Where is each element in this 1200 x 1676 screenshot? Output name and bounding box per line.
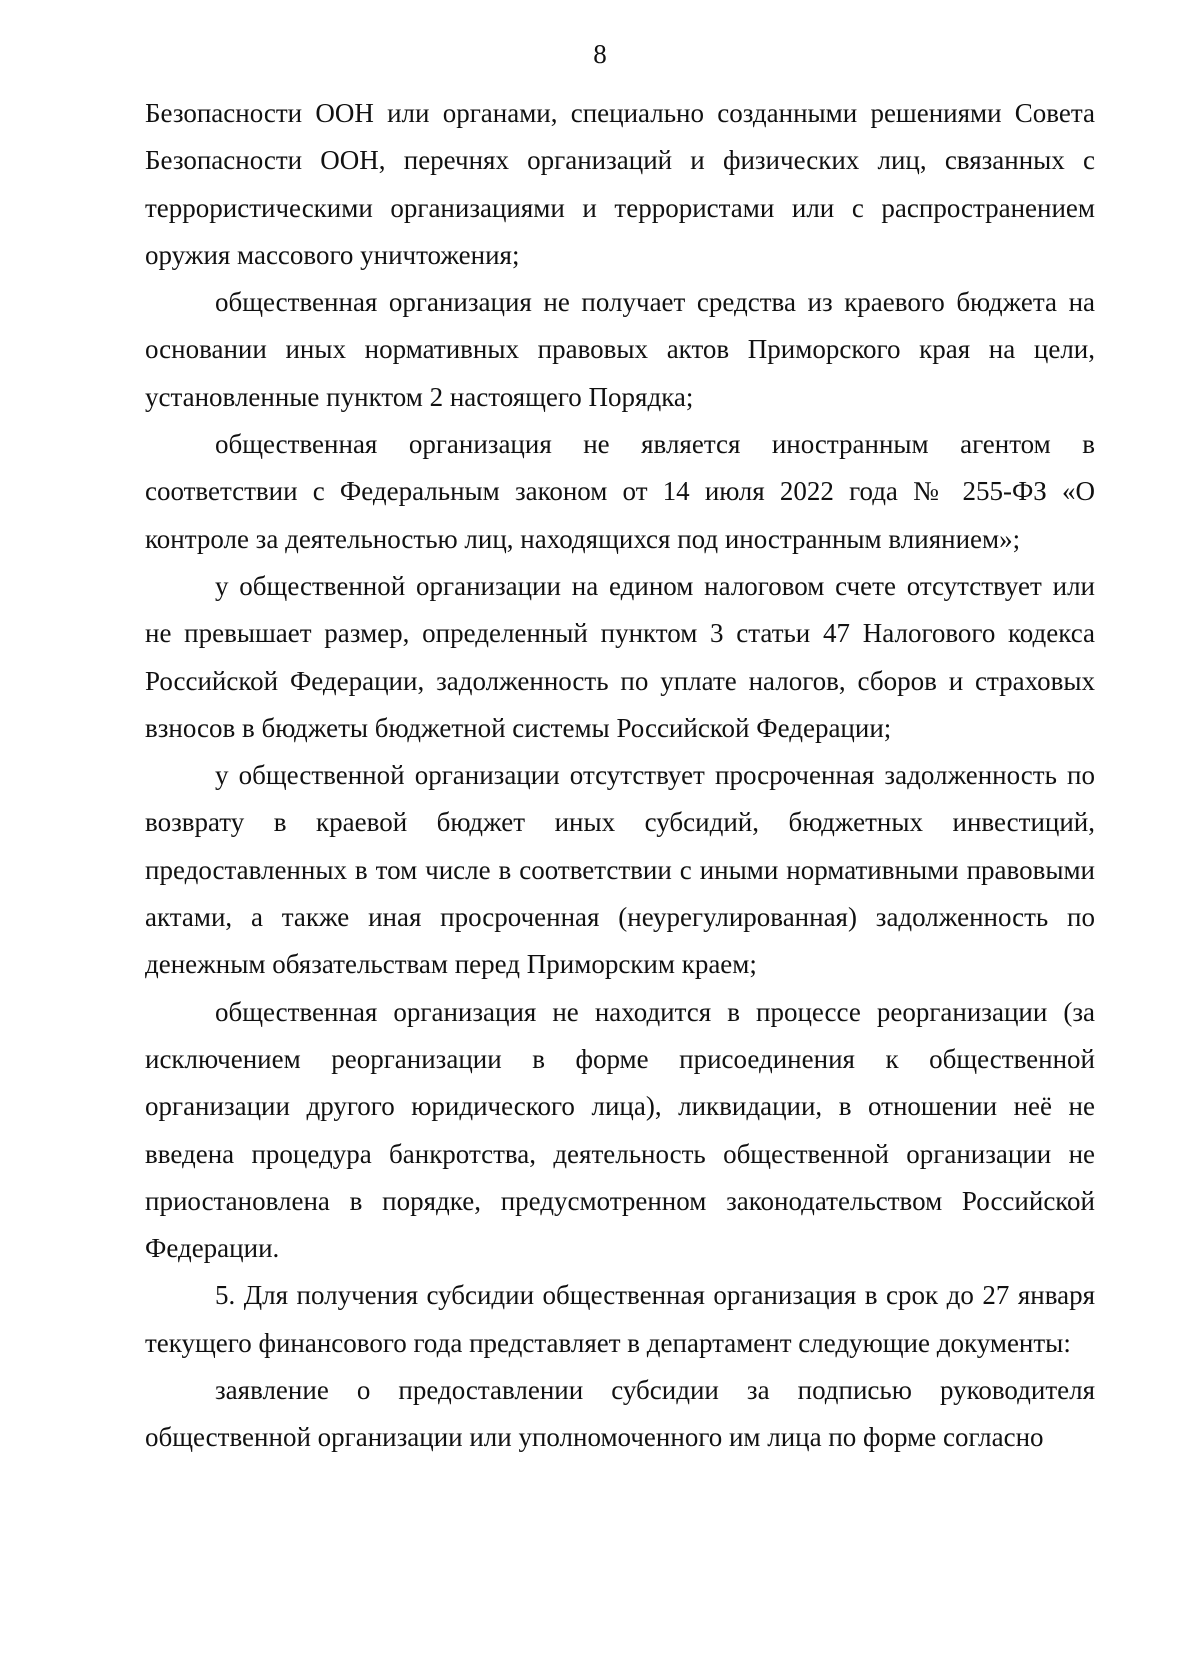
paragraph-application: заявление о предоставлении субсидии за подписью руководителя общественной организации или уполномоченного им лица по форме согласно [145,1375,1095,1453]
paragraph-continuation: Безопасности ООН или органами, специально созданными решениями Совета Безопасности ООН, перечнях организаций и физических лиц, связанных с террористическими организациями и террористами или с распространением оружия массового уничтожения; [145,98,1095,270]
paragraph-not-foreign-agent: общественная организация не является иностранным агентом в соответствии с Федеральным законом от 14 июля 2022 года № 255-ФЗ «О контроле за деятельностью лиц, находящихся под иностранным влиянием»; [145,429,1095,554]
paragraph-reorganization: общественная организация не находится в процессе реорганизации (за исключением реорганизации в форме присоединения к общественной организации другого юридического лица), ликвидации, в отношении неё не введена процедура банкротства, деятельность общественной организации не приостановлена в порядке, предусмотренном законодательством Российской Федерации. [145,996,1095,1264]
paragraph-item-5: 5. Для получения субсидии общественная организация в срок до 27 января текущего финансового года представляет в департамент следующие документы: [145,1280,1095,1358]
document-body [145,90,1095,1462]
paragraph-no-budget-funds: общественная организация не получает средства из краевого бюджета на основании иных нормативных правовых актов Приморского края на цели, установленные пунктом 2 настоящего Порядка; [145,287,1095,412]
paragraph-tax-debt: у общественной организации на едином налоговом счете отсутствует или не превышает размер, определенный пунктом 3 статьи 47 Налогового кодекса Российской Федерации, задолженность по уплате налогов, сборов и страховых взносов в бюджеты бюджетной системы Российской Федерации; [145,570,1095,743]
paragraph-overdue-debt: у общественной организации отсутствует просроченная задолженность по возврату в краевой бюджет иных субсидий, бюджетных инвестиций, предоставленных в том числе в соответствии с иными нормативными правовыми актами, а также иная просроченная (неурегулированная) задолженность по денежным обязательствам перед Приморским краем; [145,760,1095,980]
page-number: 8 [593,39,607,69]
